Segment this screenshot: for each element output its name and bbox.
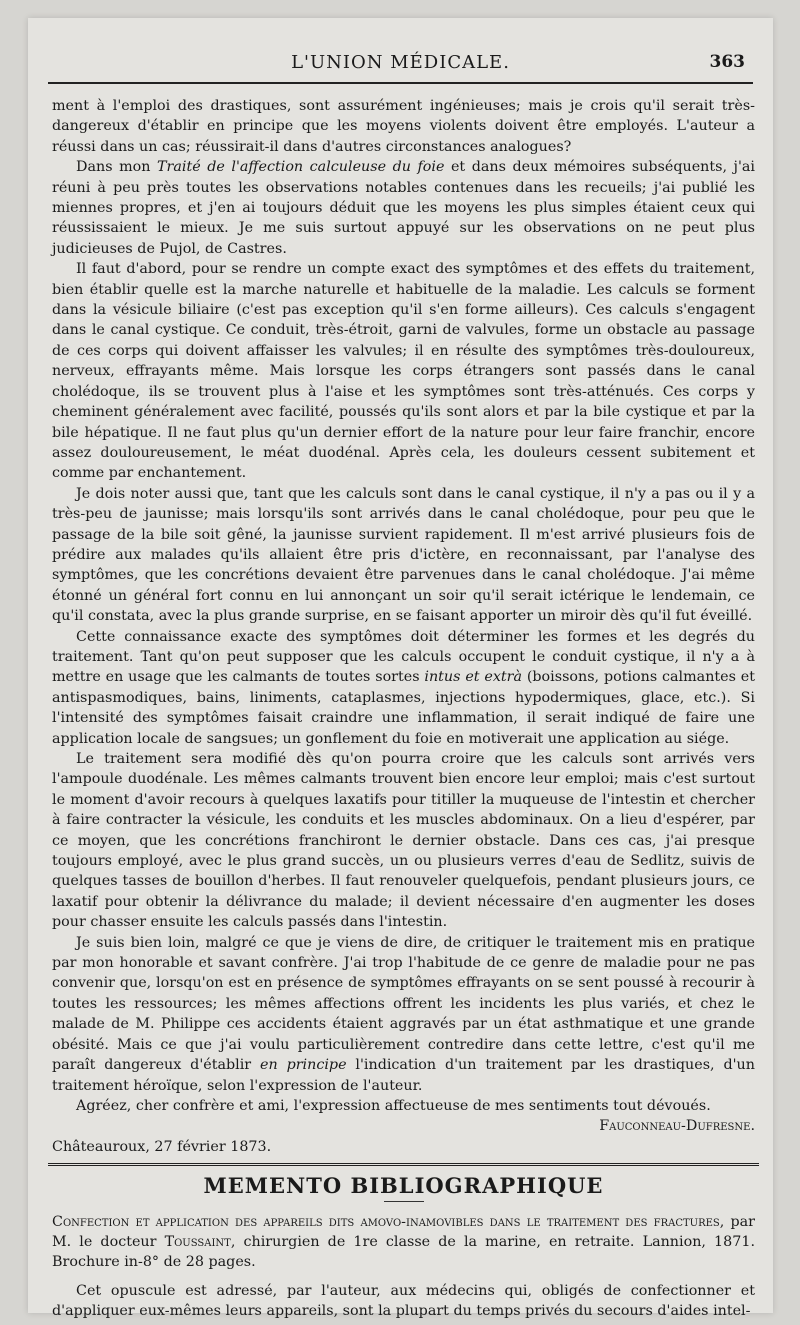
entry-text: par M. le docteur	[52, 1213, 755, 1250]
entry-title: Confection et application des appareils dits amovo-inamovibles dans le traitement des fractures,	[52, 1213, 725, 1230]
section-title: MEMENTO BIBLIOGRAPHIQUE	[203, 1173, 604, 1199]
entry-text: chirurgien de 1re classe de la marine, en retraite. Lannion, 1871. Brochure in-8° de 28 pages.	[52, 1233, 755, 1271]
paragraph: Le traitement sera modifié dès qu'on pourra croire que les calculs sont arrivés vers l'ampoule duodénale. Les mêmes calmants trouvent bien encore leur emploi; mais c'est surtout le moment d'avoir recours à quelques laxatifs pour titiller la muqueuse de l'intestin et chercher à faire contracter la vésicule, les conduits et les muscles abdominaux. On a lieu d'espérer, par ce moyen, que les concrétions franchiront le dernier obstacle. Dans ces cas, j'ai presque toujours employé, avec le plus grand succès, un ou plusieurs verres d'eau de Sedlitz, suivis de quelques tasses de bouillon d'herbes. Il faut renouveler quelquefois, pendant plusieurs jours, ce laxatif pour obtenir la délivrance du malade; il devient nécessaire d'en augmenter les doses pour chasser ensuite les calculs passés dans l'intestin.	[52, 751, 755, 931]
running-head: L'UNION MÉDICALE.	[291, 52, 510, 73]
page-header	[50, 42, 751, 82]
book-title: Traité de l'affection calculeuse du foie	[157, 159, 445, 176]
paragraph-text: l'indication d'un traitement par les drastiques, d'un traitement héroïque, selon l'expression de l'auteur.	[52, 1057, 755, 1094]
paragraph	[52, 627, 755, 749]
closing-salutation: Agréez, cher confrère et ami, l'expression affectueuse de mes sentiments tout dévoués.	[76, 1097, 711, 1114]
paragraph	[52, 157, 755, 259]
paragraph-text: et dans deux mémoires subséquents, j'ai réuni à peu près toutes les observations notables contenues dans les recueils; j'ai publié les miennes propres, et j'en ai toujours déduit que les moyens les plus simples étaient ceux qui réussissaient le mieux. Je me suis surtout appuyé sur les observations on ne peut plus judicieuses de Pujol, de Castres.	[52, 159, 755, 257]
signature: Fauconneau-Dufresne.	[599, 1118, 755, 1135]
title-underline	[384, 1201, 424, 1202]
paragraph-text: (boissons, potions calmantes et antispasmodiques, bains, liniments, cataplasmes, injections hypodermiques, glace, etc.). Si l'intensité des symptômes faisait craindre une inflammation, il serait indiqué de faire une application locale de sangsues; un gonflement du foie en motiverait une application au siége.	[52, 669, 755, 747]
page-number: 363	[709, 52, 745, 72]
paragraph: ment à l'emploi des drastiques, sont assurément ingénieuses; mais je crois qu'il serait très-dangereux d'établir en principe que les moyens violents doivent être employés. L'auteur a réussi dans un cas; réussirait-il dans d'autres circonstances analogues?	[52, 98, 755, 155]
latin-phrase: intus et extrà	[424, 669, 522, 686]
header-rule	[48, 82, 753, 84]
paragraph-text: Dans mon	[76, 159, 157, 176]
paragraph: Il faut d'abord, pour se rendre un compte exact des symptômes et des effets du traitement, bien établir quelle est la marche naturelle et habituelle de la maladie. Les calculs se forment dans la vésicule biliaire (c'est pas exception qu'il s'en forme ailleurs). Ces calculs s'engagent dans le canal cystique. Ce conduit, très-étroit, garni de valvules, forme un obstacle au passage de ces corps qui doivent affaisser les valvules; il en résulte des symptômes très-douloureux, nerveux, effrayants même. Mais lorsque les corps étrangers sont passés dans le canal cholédoque, ils se trouvent plus à l'aise et les symptômes sont très-atténués. Ces corps y cheminent généralement avec facilité, poussés qu'ils sont alors et par la bile cystique et par la bile hépatique. Il ne faut plus qu'un dernier effort de la nature pour leur faire franchir, encore assez douloureusement, le méat duodénal. Après cela, les douleurs cessent subitement et comme par enchantement.	[52, 261, 755, 482]
dateline: Châteauroux, 27 février 1873.	[52, 1138, 272, 1155]
article-body	[52, 96, 755, 1322]
entry-author: Toussaint,	[164, 1233, 236, 1250]
paragraph	[52, 933, 755, 1096]
paragraph: Je dois noter aussi que, tant que les calculs sont dans le canal cystique, il n'y a pas ou il y a très-peu de jaunisse; mais lorsqu'ils sont arrivés dans le canal cholédoque, pour peu que le passage de la bile soit gêné, la jaunisse survient rapidement. Il m'est arrivé plusieurs fois de prédire aux malades qu'ils allaient être pris d'ictère, en reconnaissant, par l'analyse des symptômes, que les concrétions devaient être parvenues dans le canal cholédoque. J'ai même étonné un général fort connu en lui annonçant un soir qu'il serait ictérique le lendemain, ce qu'il constata, avec la plus grande surprise, en se faisant apporter un miroir dès qu'il fut éveillé.	[52, 485, 755, 625]
bibliography-entry	[52, 1212, 755, 1273]
emphasis: en principe	[260, 1057, 347, 1074]
page	[28, 18, 773, 1320]
paragraph-text: Cette connaissance exacte des symptômes doit déterminer les formes et les degrés du traitement. Tant qu'on peut supposer que les calculs occupent le conduit cystique, il n'y a à mettre en usage que les calmants de toutes sortes	[52, 628, 755, 686]
section-divider	[48, 1163, 759, 1170]
paragraph-text: Je suis bien loin, malgré ce que je viens de dire, de critiquer le traitement mis en pratique par mon honorable et savant confrère. J'ai trop l'habitude de ce genre de maladie pour ne pas convenir que, lorsqu'on est en présence de symptômes effrayants on se sent poussé à recourir à toutes les ressources; les mêmes affections offrent les incidents les plus variés, et chez le malade de M. Philippe ces accidents étaient aggravés par un état asthmatique et une grande obésité. Mais ce que j'ai voulu particulièrement contredire dans cette lettre, c'est qu'il me paraît dangereux d'établir	[52, 934, 755, 1074]
paragraph: Cet opuscule est adressé, par l'auteur, aux médecins qui, obligés de confectionner et d'appliquer eux-mêmes leurs appareils, sont la plupart du temps privés du secours d'aides intel-	[52, 1282, 755, 1320]
